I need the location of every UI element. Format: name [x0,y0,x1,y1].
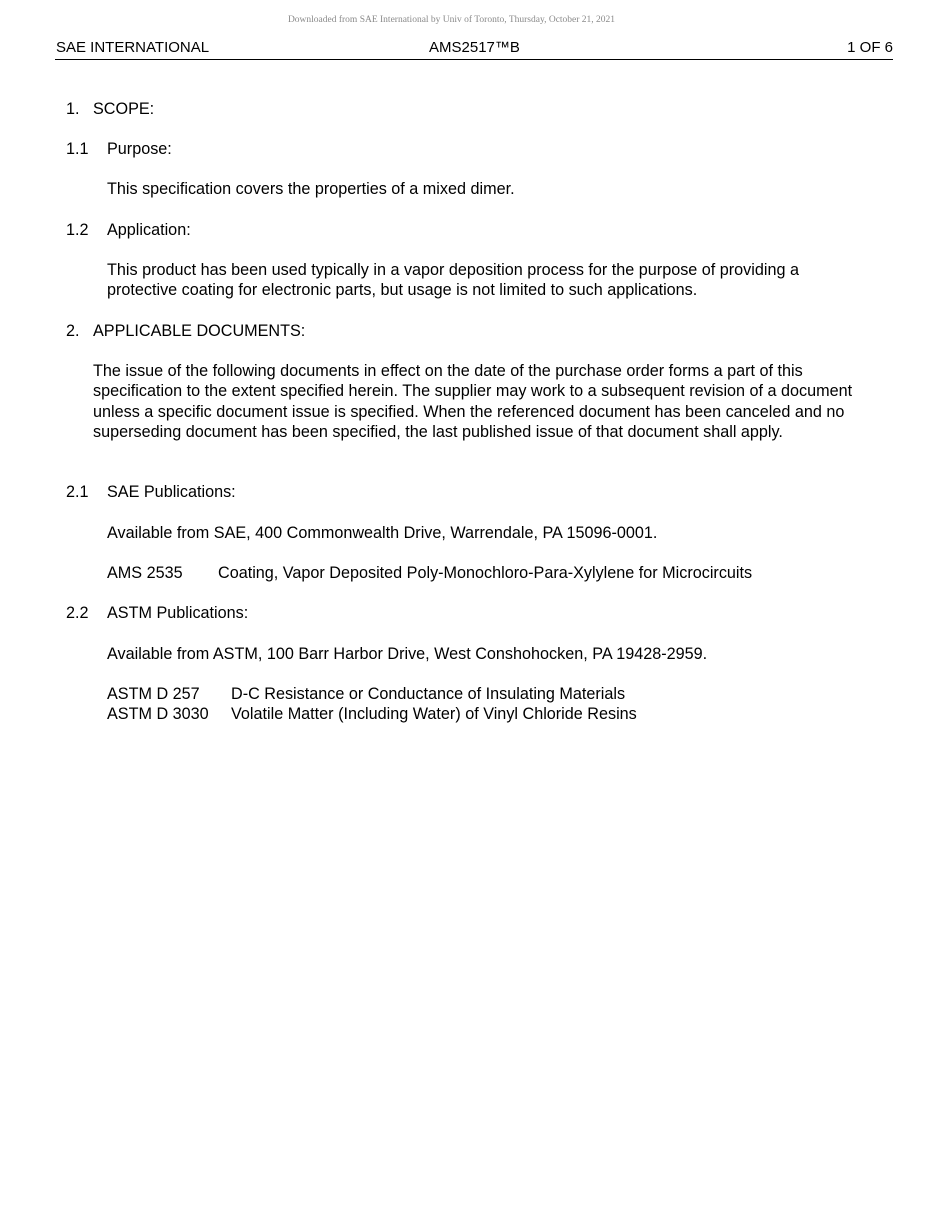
section-2-2-title: ASTM Publications: [107,604,249,622]
section-2-title: APPLICABLE DOCUMENTS: [93,322,306,340]
section-1-1-text: This specification covers the properties of a mixed dimer. [107,180,515,198]
section-2-1-availability: Available from SAE, 400 Commonwealth Drive, Warrendale, PA 15096-0001. [107,524,658,542]
section-1-2-title: Application: [107,221,191,239]
section-2-text: The issue of the following documents in effect on the date of the purchase order forms a part of this specification to the extent specified herein. The supplier may work to a subsequent revision of a document unless a specific document issue is specified. When the referenced document has been canceled and no superseding document has been specified, the last published issue of that document shall apply. [93,362,853,441]
section-1-number: 1. [66,100,80,118]
section-2-2-number: 2.2 [66,604,89,622]
section-2-1-number: 2.1 [66,483,89,501]
header-org: SAE INTERNATIONAL [56,39,210,56]
section-1-1-number: 1.1 [66,140,89,158]
section-2-number: 2. [66,322,80,340]
section-2-1-title: SAE Publications: [107,483,236,501]
section-1-title: SCOPE: [93,100,155,118]
download-watermark: Downloaded from SAE International by Univ of Toronto, Thursday, October 21, 2021 [287,15,616,25]
header-doc-number: AMS2517™B [429,39,520,56]
section-1-2-number: 1.2 [66,221,89,239]
section-1-2-text: This product has been used typically in a vapor deposition process for the purpose of providing a protective coating for electronic parts, but usage is not limited to such applications. [107,261,799,300]
reference-title: Coating, Vapor Deposited Poly-Monochloro-Para-Xylylene for Microcircuits [218,564,753,582]
section-1-1-title: Purpose: [107,140,172,158]
reference-title: D-C Resistance or Conductance of Insulating Materials [231,685,626,703]
reference-code: ASTM D 257 [107,685,200,703]
reference-code: ASTM D 3030 [107,705,209,723]
page-header [55,38,893,60]
header-page-number: 1 OF 6 [847,39,893,56]
reference-title: Volatile Matter (Including Water) of Vinyl Chloride Resins [231,705,637,723]
section-2-2-availability: Available from ASTM, 100 Barr Harbor Drive, West Conshohocken, PA 19428-2959. [107,645,708,663]
reference-code: AMS 2535 [107,564,183,582]
